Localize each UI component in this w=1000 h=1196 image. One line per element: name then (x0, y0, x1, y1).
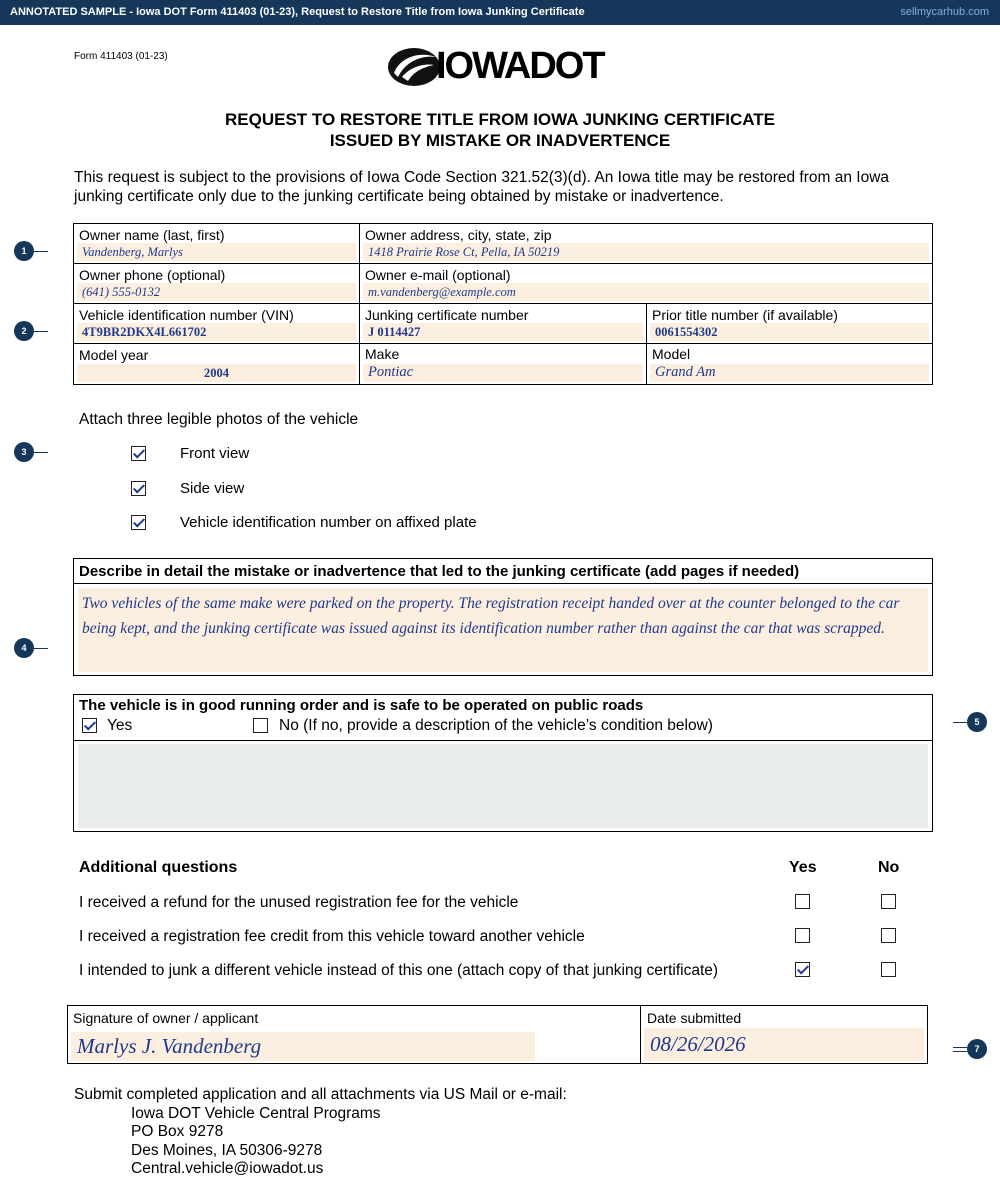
annotation-banner (0, 0, 1000, 25)
iowa-dot-logo (386, 43, 622, 89)
photo-vin-plate-label: Vehicle identification number on affixed plate (180, 514, 477, 531)
annotation-marker-1: 1 (14, 241, 34, 261)
banner-title: ANNOTATED SAMPLE - Iowa DOT Form 411403 (01-23), Request to Restore Title from Iowa Junking Certificate (10, 6, 585, 18)
marker-connector (34, 251, 48, 252)
address-line-1: Iowa DOT Vehicle Central Programs (131, 1104, 381, 1122)
question-refund-yes-checkbox[interactable] (795, 894, 810, 909)
address-line-3: Des Moines, IA 50306-9278 (131, 1141, 323, 1159)
banner-site-link[interactable]: sellmycarhub.com (900, 6, 989, 18)
running-yes-checkbox[interactable] (82, 718, 97, 733)
vin-field[interactable]: 4T9BR2DKX4L661702 (77, 323, 356, 341)
photo-front-checkbox[interactable] (131, 446, 146, 461)
mistake-heading: Describe in detail the mistake or inadvertence that led to the junking certificate (add pages if needed) (79, 563, 800, 580)
junking-cert-cell (360, 304, 647, 343)
no-column-header: No (878, 859, 900, 876)
divider (74, 583, 932, 584)
marker-connector (953, 722, 967, 723)
form-title-line1: REQUEST TO RESTORE TITLE FROM IOWA JUNKING CERTIFICATE (224, 110, 775, 129)
yes-column-header: Yes (789, 859, 817, 876)
model-year-cell (74, 344, 360, 384)
form-title-line2: ISSUED BY MISTAKE OR INADVERTENCE (329, 131, 671, 150)
date-submitted-field[interactable]: 08/26/2026 (644, 1028, 924, 1061)
question-credit-yes-checkbox[interactable] (795, 928, 810, 943)
running-order-box (73, 694, 933, 832)
running-no-label: No (If no, provide a description of the vehicle’s condition below) (279, 717, 713, 734)
annotation-marker-5: 5 (967, 712, 987, 732)
photo-front-label: Front view (180, 445, 250, 462)
vin-label: Vehicle identification number (VIN) (79, 307, 294, 323)
marker-connector (953, 1047, 967, 1048)
question-credit-no-checkbox[interactable] (881, 928, 896, 943)
make-cell (360, 344, 647, 384)
photo-vin-plate-checkbox[interactable] (131, 515, 146, 530)
form-number: Form 411403 (01-23) (74, 51, 168, 62)
logo-text: IOWADOT (436, 45, 604, 87)
owner-email-field[interactable]: m.vandenberg@example.com (363, 283, 929, 301)
question-different-vehicle-text: I intended to junk a different vehicle instead of this one (attach copy of that junking certificate) (79, 962, 719, 979)
owner-address-label: Owner address, city, state, zip (365, 227, 552, 243)
mistake-description-field[interactable]: Two vehicles of the same make were parked on the property. The registration receipt handed over at the counter belonged to the car being kept, and the junking certificate was issued against its identification number rather than against the car that was scrapped. (78, 588, 928, 672)
date-submitted-label: Date submitted (647, 1010, 742, 1026)
marker-connector (34, 331, 48, 332)
model-label: Model (652, 346, 691, 362)
prior-title-label: Prior title number (if available) (652, 307, 838, 323)
vehicle-id-row (74, 304, 932, 344)
owner-address-field[interactable]: 1418 Prairie Rose Ct, Pella, IA 50219 (363, 243, 929, 261)
swoosh-icon (386, 43, 442, 89)
prior-title-cell (647, 304, 932, 343)
make-field[interactable]: Pontiac (363, 364, 643, 382)
divider (74, 740, 932, 741)
question-credit-text: I received a registration fee credit from this vehicle toward another vehicle (79, 928, 585, 945)
marker-connector (34, 452, 48, 453)
annotation-marker-4: 4 (14, 638, 34, 658)
model-field[interactable]: Grand Am (650, 364, 929, 382)
owner-phone-field[interactable]: (641) 555-0132 (77, 283, 356, 301)
owner-email-label: Owner e-mail (optional) (365, 267, 511, 283)
contact-row (74, 264, 932, 304)
question-refund-no-checkbox[interactable] (881, 894, 896, 909)
prior-title-field[interactable]: 0061554302 (650, 323, 929, 341)
owner-vehicle-grid (73, 223, 933, 385)
vin-cell (74, 304, 360, 343)
signature-cell (68, 1006, 641, 1063)
photo-side-label: Side view (180, 480, 245, 497)
model-year-field[interactable]: 2004 (77, 364, 356, 382)
contact-email-link[interactable]: Central.vehicle@iowadot.us (131, 1160, 324, 1178)
annotation-marker-7: 7 (967, 1039, 987, 1059)
make-label: Make (365, 346, 400, 362)
owner-email-cell (360, 264, 932, 303)
submission-instructions (74, 1086, 567, 1179)
running-order-heading: The vehicle is in good running order and is safe to be operated on public roads (79, 697, 644, 714)
vehicle-condition-field[interactable] (78, 744, 928, 828)
owner-address-cell (360, 224, 932, 263)
annotation-marker-3: 3 (14, 442, 34, 462)
question-different-vehicle-no-checkbox[interactable] (881, 962, 896, 977)
signature-field[interactable]: Marlys J. Vandenberg (71, 1032, 535, 1061)
running-no-checkbox[interactable] (253, 718, 268, 733)
signature-label: Signature of owner / applicant (73, 1010, 259, 1026)
mistake-box (73, 558, 933, 676)
junking-cert-field[interactable]: J 0114427 (363, 323, 643, 341)
owner-name-field[interactable]: Vandenberg, Marlys (77, 243, 356, 261)
marker-connector (953, 1051, 967, 1052)
submit-line: Submit completed application and all attachments via US Mail or e-mail: (74, 1086, 567, 1103)
intro-paragraph: This request is subject to the provisions of Iowa Code Section 321.52(3)(d). An Iowa title may be restored from an Iowa junking certificate only due to the junking certificate being obtained by mistake or inadvertence. (74, 169, 890, 205)
question-different-vehicle-yes-checkbox[interactable] (795, 962, 810, 977)
additional-questions-heading: Additional questions (79, 859, 238, 876)
model-year-label: Model year (79, 347, 149, 363)
photo-side-checkbox[interactable] (131, 481, 146, 496)
vehicle-desc-row (74, 344, 932, 384)
owner-phone-cell (74, 264, 360, 303)
owner-phone-label: Owner phone (optional) (79, 267, 226, 283)
owner-name-label: Owner name (last, first) (79, 227, 225, 243)
junking-cert-label: Junking certificate number (365, 307, 529, 323)
running-yes-label: Yes (107, 717, 133, 734)
signature-box (67, 1005, 928, 1064)
address-line-2: PO Box 9278 (131, 1123, 224, 1141)
marker-connector (34, 648, 48, 649)
question-refund-text: I received a refund for the unused registration fee for the vehicle (79, 894, 519, 911)
owner-name-cell (74, 224, 360, 263)
photos-heading: Attach three legible photos of the vehicle (79, 411, 359, 428)
owner-row (74, 224, 932, 264)
model-cell (647, 344, 932, 384)
annotation-marker-2: 2 (14, 321, 34, 341)
